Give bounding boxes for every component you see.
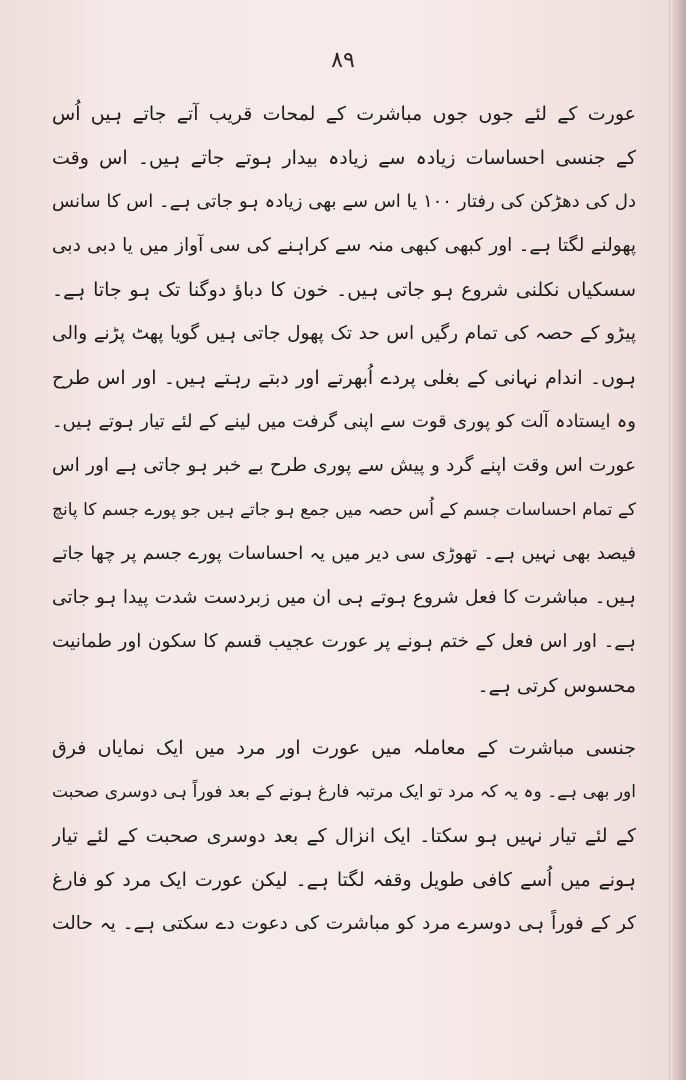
text-line: کے تمام احساسات جسم کے اُس حصہ میں جمع ہو جاتے ہیں جو پورے جسم کا پانچ bbox=[52, 500, 636, 520]
text-line: ہونے میں اُسے کافی طویل وقفہ لگتا ہے۔ لیکن عورت ایک مرد کو فارغ bbox=[52, 869, 636, 891]
page-edge bbox=[672, 0, 686, 1080]
text-line: فیصد بھی نہیں ہے۔ تھوڑی سی دیر میں یہ احساسات پورے جسم پر چھا جاتے bbox=[52, 543, 636, 564]
paragraph-spacer bbox=[52, 708, 636, 726]
page-gutter-line bbox=[669, 0, 670, 1080]
text-line: عورت کے لئے جوں جوں مباشرت کے لمحات قریب آتے جاتے ہیں اُس bbox=[52, 103, 636, 125]
text-line: دل کی دھڑکن کی رفتار ۱۰۰ یا اس سے بھی زیادہ ہو جاتی ہے۔ اس کا سانس bbox=[52, 191, 636, 212]
text-line: ہوں۔ اندام نہانی کے بغلی پردے اُبھرتے اور دبتے رہتے ہیں۔ اور اس طرح bbox=[52, 367, 636, 389]
text-line: پھولنے لگتا ہے۔ اور کبھی کبھی منہ سے کراہنے کی سی آواز میں یا دبی دبی bbox=[52, 235, 636, 256]
text-line: وہ ایستادہ آلت کو پوری قوت سے اپنی گرفت میں لینے کے لئے تیار ہوتے ہیں۔ bbox=[52, 411, 636, 432]
text-line: پیڑو کے حصہ کی تمام رگیں اس حد تک پھول جاتی ہیں گویا پھٹ پڑنے والی bbox=[52, 323, 636, 344]
text-line: عورت اس وقت اپنے گرد و پیش سے پوری طرح بے خبر ہو جاتی ہے اور اس bbox=[52, 455, 636, 476]
text-line: کے جنسی احساسات زیادہ سے زیادہ بیدار ہوتے جاتے ہیں۔ اس وقت bbox=[52, 147, 636, 169]
text-line: جنسی مباشرت کے معاملہ میں عورت اور مرد میں ایک نمایاں فرق bbox=[52, 737, 636, 759]
text-line: کر کے فوراً ہی دوسرے مرد کو مباشرت کی دعوت دے سکتی ہے۔ یہ حالت bbox=[52, 913, 636, 934]
body-text bbox=[52, 92, 636, 946]
paragraph bbox=[52, 92, 636, 708]
text-line: اور بھی ہے۔ وہ یہ کہ مرد تو ایک مرتبہ فارغ ہونے کے بعد فوراً ہی دوسری صحبت bbox=[52, 782, 636, 802]
text-line: سسکیاں نکلنی شروع ہو جاتی ہیں۔ خون کا دباؤ دوگنا تک ہو جاتا ہے۔ bbox=[52, 279, 636, 301]
paragraph bbox=[52, 726, 636, 946]
text-line: محسوس کرتی ہے۔ bbox=[477, 675, 636, 697]
text-line: ہیں۔ مباشرت کا فعل شروع ہوتے ہی ان میں زبردست شدت پیدا ہو جاتی bbox=[52, 587, 636, 608]
text-line: کے لئے تیار نہیں ہو سکتا۔ ایک انزال کے بعد دوسری صحبت کے لئے تیار bbox=[52, 825, 636, 847]
text-line: ہے۔ اور اس فعل کے ختم ہونے پر عورت عجیب قسم کا سکون اور طمانیت bbox=[52, 631, 636, 652]
page-number: ۸۹ bbox=[331, 48, 355, 73]
